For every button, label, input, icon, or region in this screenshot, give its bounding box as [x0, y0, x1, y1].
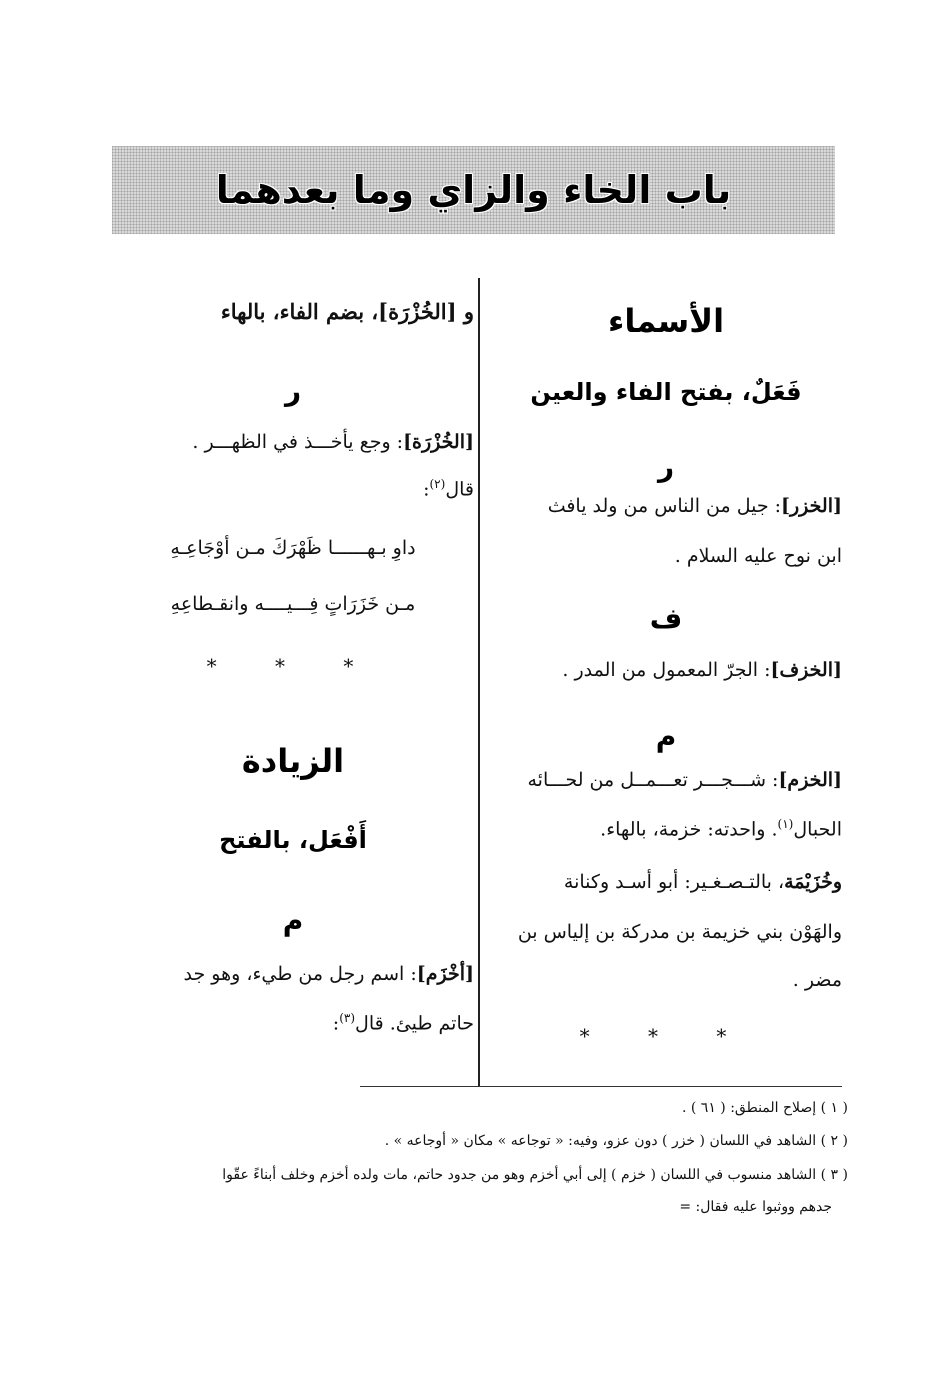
footnote-divider — [360, 1086, 842, 1087]
entry-khuzayma-cont: والهَوْن بني خزيمة بن مدركة بن إلياس بن — [517, 921, 842, 943]
entry-colon: : — [332, 1012, 340, 1035]
entry-akhzam — [112, 964, 474, 985]
entry-term: [أخْزَم] — [416, 963, 474, 985]
footnote-3-cont: جدهم ووثبوا عليه فقال: = — [679, 1199, 832, 1215]
entry-definition: : وجع يأخـــذ في الظهـــر . — [192, 431, 404, 453]
section-separator-stars: * * * — [579, 1024, 753, 1048]
entry-definition: : الجرّ المعمول من المدر . — [562, 659, 771, 681]
pattern-title-faal: فَعَلٌ، بفتح الفاء والعين — [530, 378, 802, 406]
letter-heading-f: ف — [649, 602, 683, 635]
entry-definition: ، بالتـصـغـير: أبو أسـد وكنانة — [563, 871, 785, 893]
footnote-1: ( ١ ) إصلاح المنطق: ( ٦١ ) . — [681, 1100, 848, 1116]
footnote-ref-2: (٢) — [429, 477, 446, 491]
entry-text: . واحدته: خزمة، بالهاء. — [600, 818, 778, 841]
citation-text: قال — [445, 478, 474, 501]
letter-heading-m: م — [282, 904, 304, 937]
entry-term: [الخزر] — [781, 495, 842, 517]
entry-khazam — [490, 770, 842, 791]
chapter-banner — [112, 146, 835, 234]
letter-heading-m: م — [655, 720, 677, 753]
entry-term: [الخزم] — [778, 769, 842, 791]
variant-heading-khuzra: و [الخُزْرَة]، بضم الفاء، بالهاء — [220, 299, 474, 324]
entry-term: [الخُزْرَة] — [403, 431, 474, 453]
section-title-asmaa: الأسماء — [607, 302, 725, 340]
letter-heading-r: ر — [284, 374, 302, 407]
entry-khuzayma — [490, 872, 842, 893]
pattern-title-afal: أَفْعَل، بالفتح — [219, 826, 367, 854]
entry-khazar — [490, 496, 842, 517]
footnote-3: ( ٣ ) الشاهد منسوب في اللسان ( خزم ) إلى أبي أخزم وهو من جدود حاتم، مات ولده أخزم وخلف أبناءً عقّوا — [222, 1167, 848, 1183]
footnote-ref-1: (١) — [777, 817, 794, 831]
entry-khazam-cont — [490, 818, 842, 840]
letter-heading-r: ر — [657, 450, 675, 483]
verse-line-2: مـن خَزَرَاتٍ فِـــيــــه وانقـطاعِهِ — [170, 593, 416, 615]
entry-text: حاتم طيئ. قال — [355, 1012, 474, 1035]
section-title-ziyada: الزيادة — [241, 742, 345, 780]
citation-colon: : — [423, 478, 430, 501]
entry-khazar-cont: ابن نوح عليه السلام . — [674, 545, 842, 567]
chapter-title: باب الخاء والزاي وما بعدهما — [215, 168, 732, 212]
entry-definition: : جيل من الناس من ولد يافث — [547, 495, 782, 517]
entry-definition: : اسم رجل من طيء، وهو جد — [183, 963, 417, 985]
entry-khuzra — [112, 432, 474, 453]
citation-qala — [112, 478, 474, 500]
entry-term: وخُزَيْمَة — [784, 871, 842, 893]
footnote-2: ( ٢ ) الشاهد في اللسان ( خزر ) دون عزو، وفيه: « توجاعه » مكان « أوجاعه » . — [384, 1133, 848, 1149]
column-divider — [478, 278, 480, 1086]
entry-term: [الخزف] — [770, 659, 842, 681]
entry-text: الحبال — [793, 818, 842, 841]
entry-akhzam-cont — [112, 1012, 474, 1034]
entry-definition: : شـــجـــر تعـــمــل من لحـــائه — [527, 769, 779, 791]
verse-line-1: داوِ بـهــــــا ظَهْرَكَ مـن أوْجَاعِـهِ — [170, 537, 416, 559]
entry-khazaf — [490, 660, 842, 681]
section-separator-stars: * * * — [206, 654, 380, 678]
entry-khuzayma-cont2: مضر . — [792, 969, 842, 991]
footnote-ref-3: (٣) — [339, 1011, 356, 1025]
